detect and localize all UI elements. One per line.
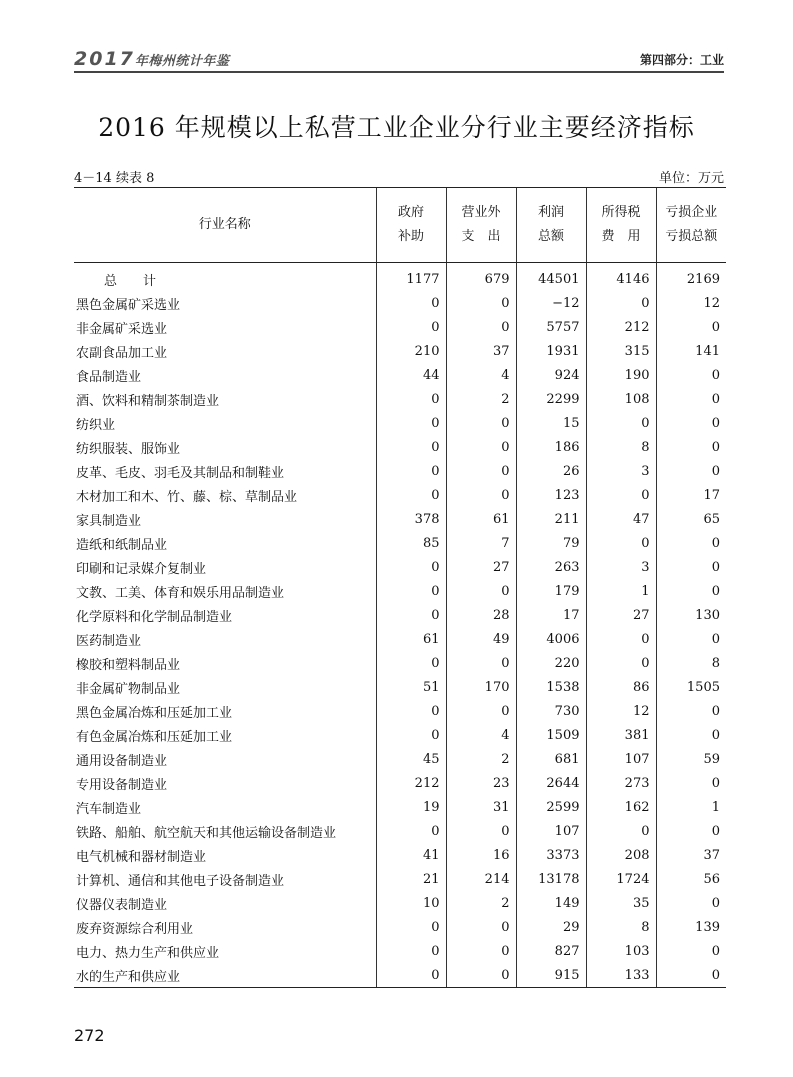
value-cell: 0 bbox=[586, 291, 656, 315]
table-row bbox=[74, 891, 726, 915]
value-cell: 35 bbox=[586, 891, 656, 915]
header-non-operating-expense: 营业外 支 出 bbox=[446, 188, 516, 263]
table-row bbox=[74, 459, 726, 483]
industry-name-cell: 有色金属冶炼和压延加工业 bbox=[76, 729, 233, 745]
total-row bbox=[74, 263, 726, 292]
value-cell: 0 bbox=[376, 915, 446, 939]
industry-name-cell: 专用设备制造业 bbox=[76, 777, 168, 793]
table-row bbox=[74, 387, 726, 411]
table-row bbox=[74, 531, 726, 555]
value-cell: 12 bbox=[656, 291, 726, 315]
value-cell: 0 bbox=[656, 435, 726, 459]
value-cell: 139 bbox=[656, 915, 726, 939]
value-cell: 170 bbox=[446, 675, 516, 699]
yearbook-year: 2017 bbox=[74, 48, 135, 70]
value-cell: 21 bbox=[376, 867, 446, 891]
value-cell: 2 bbox=[446, 747, 516, 771]
value-cell: 212 bbox=[586, 315, 656, 339]
table-row bbox=[74, 411, 726, 435]
value-cell: 3373 bbox=[516, 843, 586, 867]
value-cell: 0 bbox=[376, 579, 446, 603]
value-cell: 0 bbox=[446, 819, 516, 843]
value-cell: 0 bbox=[446, 459, 516, 483]
industry-name-cell: 木材加工和木、竹、藤、棕、草制品业 bbox=[76, 489, 298, 505]
value-cell: 0 bbox=[446, 651, 516, 675]
value-cell: 4006 bbox=[516, 627, 586, 651]
table-row bbox=[74, 435, 726, 459]
table-row bbox=[74, 651, 726, 675]
value-cell: 0 bbox=[376, 963, 446, 988]
table-row bbox=[74, 963, 726, 988]
value-cell: 0 bbox=[446, 291, 516, 315]
value-cell: 13178 bbox=[516, 867, 586, 891]
value-cell: 0 bbox=[376, 483, 446, 507]
value-cell: 2299 bbox=[516, 387, 586, 411]
value-cell: 0 bbox=[656, 579, 726, 603]
value-cell: 8 bbox=[656, 651, 726, 675]
value-cell: 0 bbox=[446, 699, 516, 723]
value-cell: 10 bbox=[376, 891, 446, 915]
value-cell: 0 bbox=[446, 483, 516, 507]
value-cell: 0 bbox=[376, 459, 446, 483]
value-cell: 0 bbox=[446, 411, 516, 435]
value-cell: 0 bbox=[656, 963, 726, 988]
yearbook-logo bbox=[74, 48, 229, 70]
header-income-tax: 所得税 费 用 bbox=[586, 188, 656, 263]
table-id: 4－14 续表 8 bbox=[74, 171, 155, 186]
value-cell: 0 bbox=[586, 651, 656, 675]
value-cell: 26 bbox=[516, 459, 586, 483]
table-row bbox=[74, 603, 726, 627]
value-cell: 44 bbox=[376, 363, 446, 387]
industry-name-cell: 计算机、通信和其他电子设备制造业 bbox=[76, 873, 285, 889]
table-subheader bbox=[74, 167, 724, 185]
industry-name-cell: 废弃资源综合利用业 bbox=[76, 921, 194, 937]
industry-name-cell: 医药制造业 bbox=[76, 633, 142, 649]
table-row bbox=[74, 915, 726, 939]
value-cell: 208 bbox=[586, 843, 656, 867]
value-cell: 1177 bbox=[376, 263, 446, 292]
value-cell: 0 bbox=[376, 291, 446, 315]
table-row bbox=[74, 507, 726, 531]
value-cell: 17 bbox=[656, 483, 726, 507]
value-cell: 1931 bbox=[516, 339, 586, 363]
value-cell: 37 bbox=[446, 339, 516, 363]
industry-name-cell: 食品制造业 bbox=[76, 369, 142, 385]
value-cell: 0 bbox=[376, 435, 446, 459]
value-cell: 0 bbox=[656, 363, 726, 387]
value-cell: 15 bbox=[516, 411, 586, 435]
value-cell: 0 bbox=[446, 963, 516, 988]
table-row bbox=[74, 675, 726, 699]
value-cell: 0 bbox=[446, 915, 516, 939]
industry-name-cell: 铁路、船舶、航空航天和其他运输设备制造业 bbox=[76, 825, 337, 841]
value-cell: 2 bbox=[446, 891, 516, 915]
industry-name-cell: 酒、饮料和精制茶制造业 bbox=[76, 393, 220, 409]
value-cell: 37 bbox=[656, 843, 726, 867]
value-cell: 730 bbox=[516, 699, 586, 723]
value-cell: 0 bbox=[656, 315, 726, 339]
table-row bbox=[74, 795, 726, 819]
value-cell: 263 bbox=[516, 555, 586, 579]
value-cell: 0 bbox=[446, 435, 516, 459]
value-cell: 0 bbox=[376, 699, 446, 723]
value-cell: 85 bbox=[376, 531, 446, 555]
value-cell: 61 bbox=[376, 627, 446, 651]
value-cell: 107 bbox=[516, 819, 586, 843]
value-cell: 0 bbox=[376, 723, 446, 747]
value-cell: 1509 bbox=[516, 723, 586, 747]
industry-name-cell: 化学原料和化学制品制造业 bbox=[76, 609, 233, 625]
value-cell: 45 bbox=[376, 747, 446, 771]
table-row bbox=[74, 579, 726, 603]
value-cell: 108 bbox=[586, 387, 656, 411]
yearbook-name: 年梅州统计年鉴 bbox=[134, 54, 230, 69]
industry-name-cell: 黑色金属矿采选业 bbox=[76, 297, 181, 313]
header-total-profit: 利润 总额 bbox=[516, 188, 586, 263]
industry-name-cell: 皮革、毛皮、羽毛及其制品和制鞋业 bbox=[76, 465, 285, 481]
industry-name-cell: 印刷和记录媒介复制业 bbox=[76, 561, 207, 577]
value-cell: 1 bbox=[586, 579, 656, 603]
value-cell: 4 bbox=[446, 363, 516, 387]
industry-name-cell: 仪器仪表制造业 bbox=[76, 897, 168, 913]
value-cell: 4146 bbox=[586, 263, 656, 292]
value-cell: 0 bbox=[586, 627, 656, 651]
value-cell: 123 bbox=[516, 483, 586, 507]
value-cell: 1 bbox=[656, 795, 726, 819]
value-cell: 0 bbox=[656, 819, 726, 843]
header-rule bbox=[74, 71, 724, 73]
value-cell: 79 bbox=[516, 531, 586, 555]
value-cell: 915 bbox=[516, 963, 586, 988]
table-header-row bbox=[74, 188, 726, 263]
header-industry-name: 行业名称 bbox=[74, 188, 376, 263]
value-cell: 0 bbox=[446, 939, 516, 963]
table-row bbox=[74, 483, 726, 507]
value-cell: 1724 bbox=[586, 867, 656, 891]
value-cell: 28 bbox=[446, 603, 516, 627]
value-cell: 49 bbox=[446, 627, 516, 651]
industry-name-cell: 汽车制造业 bbox=[76, 801, 142, 817]
industry-name-cell: 橡胶和塑料制品业 bbox=[76, 657, 181, 673]
value-cell: 133 bbox=[586, 963, 656, 988]
value-cell: 0 bbox=[656, 387, 726, 411]
table-row bbox=[74, 699, 726, 723]
table-row bbox=[74, 723, 726, 747]
value-cell: 0 bbox=[656, 411, 726, 435]
industry-name-cell: 农副食品加工业 bbox=[76, 345, 168, 361]
value-cell: 5757 bbox=[516, 315, 586, 339]
industry-name-cell: 纺织业 bbox=[76, 417, 116, 433]
value-cell: 103 bbox=[586, 939, 656, 963]
value-cell: 44501 bbox=[516, 263, 586, 292]
table-row bbox=[74, 771, 726, 795]
value-cell: 381 bbox=[586, 723, 656, 747]
value-cell: 0 bbox=[376, 603, 446, 627]
value-cell: 17 bbox=[516, 603, 586, 627]
section-label: 第四部分：工业 bbox=[639, 53, 724, 67]
value-cell: 149 bbox=[516, 891, 586, 915]
value-cell: 56 bbox=[656, 867, 726, 891]
value-cell: 0 bbox=[376, 651, 446, 675]
value-cell: 130 bbox=[656, 603, 726, 627]
industry-name-cell: 非金属矿物制品业 bbox=[76, 681, 181, 697]
table-row bbox=[74, 747, 726, 771]
industry-name-cell: 家具制造业 bbox=[76, 513, 142, 529]
value-cell: 0 bbox=[376, 939, 446, 963]
value-cell: 8 bbox=[586, 915, 656, 939]
value-cell: 0 bbox=[656, 939, 726, 963]
industry-name-cell: 电力、热力生产和供应业 bbox=[76, 945, 220, 961]
value-cell: 179 bbox=[516, 579, 586, 603]
value-cell: 23 bbox=[446, 771, 516, 795]
value-cell: 0 bbox=[376, 819, 446, 843]
value-cell: 0 bbox=[656, 771, 726, 795]
value-cell: 0 bbox=[656, 531, 726, 555]
value-cell: 0 bbox=[656, 699, 726, 723]
table-row bbox=[74, 363, 726, 387]
industry-name-cell: 非金属矿采选业 bbox=[76, 321, 168, 337]
value-cell: 3 bbox=[586, 555, 656, 579]
value-cell: −12 bbox=[516, 291, 586, 315]
table-row bbox=[74, 291, 726, 315]
value-cell: 679 bbox=[446, 263, 516, 292]
value-cell: 0 bbox=[446, 315, 516, 339]
header-loss-amount: 亏损企业 亏损总额 bbox=[656, 188, 726, 263]
value-cell: 190 bbox=[586, 363, 656, 387]
value-cell: 3 bbox=[586, 459, 656, 483]
value-cell: 0 bbox=[656, 891, 726, 915]
value-cell: 16 bbox=[446, 843, 516, 867]
value-cell: 86 bbox=[586, 675, 656, 699]
value-cell: 27 bbox=[586, 603, 656, 627]
table-row bbox=[74, 339, 726, 363]
value-cell: 65 bbox=[656, 507, 726, 531]
value-cell: 12 bbox=[586, 699, 656, 723]
value-cell: 29 bbox=[516, 915, 586, 939]
table-row bbox=[74, 867, 726, 891]
value-cell: 2169 bbox=[656, 263, 726, 292]
value-cell: 273 bbox=[586, 771, 656, 795]
header-gov-subsidy: 政府 补助 bbox=[376, 188, 446, 263]
value-cell: 1505 bbox=[656, 675, 726, 699]
value-cell: 315 bbox=[586, 339, 656, 363]
value-cell: 2 bbox=[446, 387, 516, 411]
value-cell: 0 bbox=[656, 723, 726, 747]
industry-name-cell: 造纸和纸制品业 bbox=[76, 537, 168, 553]
value-cell: 2644 bbox=[516, 771, 586, 795]
value-cell: 186 bbox=[516, 435, 586, 459]
value-cell: 214 bbox=[446, 867, 516, 891]
value-cell: 47 bbox=[586, 507, 656, 531]
value-cell: 681 bbox=[516, 747, 586, 771]
value-cell: 220 bbox=[516, 651, 586, 675]
value-cell: 2599 bbox=[516, 795, 586, 819]
value-cell: 4 bbox=[446, 723, 516, 747]
value-cell: 0 bbox=[376, 315, 446, 339]
value-cell: 0 bbox=[376, 411, 446, 435]
industry-name-cell: 总 计 bbox=[104, 273, 157, 289]
page-title: 2016 年规模以上私营工业企业分行业主要经济指标 bbox=[98, 113, 695, 142]
industry-name-cell: 水的生产和供应业 bbox=[74, 963, 376, 988]
value-cell: 211 bbox=[516, 507, 586, 531]
page-number: 272 bbox=[74, 1026, 105, 1045]
industry-name-cell: 黑色金属冶炼和压延加工业 bbox=[76, 705, 233, 721]
value-cell: 19 bbox=[376, 795, 446, 819]
value-cell: 7 bbox=[446, 531, 516, 555]
value-cell: 1538 bbox=[516, 675, 586, 699]
table-row bbox=[74, 819, 726, 843]
value-cell: 0 bbox=[376, 387, 446, 411]
value-cell: 0 bbox=[656, 459, 726, 483]
value-cell: 0 bbox=[586, 819, 656, 843]
value-cell: 162 bbox=[586, 795, 656, 819]
industry-name-cell: 文教、工美、体育和娱乐用品制造业 bbox=[76, 585, 285, 601]
running-head bbox=[74, 48, 724, 72]
value-cell: 0 bbox=[586, 483, 656, 507]
value-cell: 0 bbox=[446, 579, 516, 603]
value-cell: 0 bbox=[656, 555, 726, 579]
value-cell: 51 bbox=[376, 675, 446, 699]
table-row bbox=[74, 627, 726, 651]
value-cell: 59 bbox=[656, 747, 726, 771]
value-cell: 27 bbox=[446, 555, 516, 579]
value-cell: 41 bbox=[376, 843, 446, 867]
value-cell: 31 bbox=[446, 795, 516, 819]
value-cell: 141 bbox=[656, 339, 726, 363]
table-row bbox=[74, 315, 726, 339]
industry-name-cell: 纺织服装、服饰业 bbox=[76, 441, 181, 457]
unit-label: 单位：万元 bbox=[658, 171, 724, 186]
industry-name-cell: 电气机械和器材制造业 bbox=[76, 849, 207, 865]
value-cell: 0 bbox=[376, 555, 446, 579]
value-cell: 212 bbox=[376, 771, 446, 795]
value-cell: 827 bbox=[516, 939, 586, 963]
table-row bbox=[74, 939, 726, 963]
value-cell: 8 bbox=[586, 435, 656, 459]
data-table bbox=[74, 187, 726, 988]
value-cell: 924 bbox=[516, 363, 586, 387]
value-cell: 0 bbox=[586, 531, 656, 555]
value-cell: 210 bbox=[376, 339, 446, 363]
value-cell: 61 bbox=[446, 507, 516, 531]
value-cell: 378 bbox=[376, 507, 446, 531]
value-cell: 107 bbox=[586, 747, 656, 771]
value-cell: 0 bbox=[586, 411, 656, 435]
value-cell: 0 bbox=[656, 627, 726, 651]
table-row bbox=[74, 843, 726, 867]
table-row bbox=[74, 555, 726, 579]
industry-name-cell: 通用设备制造业 bbox=[76, 753, 168, 769]
